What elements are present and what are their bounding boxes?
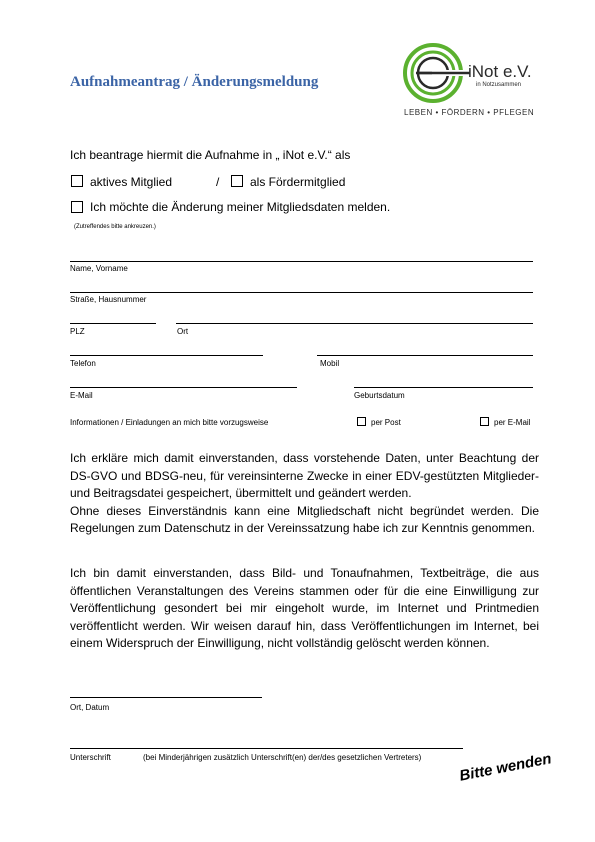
- mobile-field[interactable]: [317, 355, 533, 356]
- option-separator: /: [216, 175, 220, 189]
- data-consent: [70, 450, 539, 538]
- mobile-label: Mobil: [320, 359, 340, 368]
- active-member-checkbox[interactable]: [71, 175, 83, 187]
- by-post-label: per Post: [371, 418, 401, 427]
- by-email-checkbox[interactable]: [480, 417, 489, 426]
- place-date-label: Ort, Datum: [70, 703, 110, 712]
- logo-name: iNot e.V.: [468, 62, 532, 81]
- support-member-label: als Fördermitglied: [250, 175, 346, 189]
- change-data-label: Ich möchte die Änderung meiner Mitgliedsdaten melden.: [90, 200, 391, 214]
- consent-paragraph-2: Ohne dieses Einverständnis kann eine Mitgliedschaft nicht begründet werden. Die Regelungen zum Datenschutz in der Vereinssatzung habe ich zur Kenntnis genommen.: [70, 503, 539, 535]
- media-consent: [70, 565, 539, 653]
- turn-over-note: Bitte wenden: [458, 750, 553, 785]
- phone-field[interactable]: [70, 355, 263, 356]
- birthdate-field[interactable]: [354, 387, 533, 388]
- support-member-checkbox[interactable]: [231, 175, 243, 187]
- birthdate-label: Geburtsdatum: [354, 391, 405, 400]
- tick-note: (Zutreffendes bitte ankreuzen.): [74, 224, 156, 230]
- street-label: Straße, Hausnummer: [70, 295, 147, 304]
- name-field[interactable]: [70, 261, 533, 262]
- logo-tagline: LEBEN • FÖRDERN • PFLEGEN: [404, 108, 535, 117]
- city-field[interactable]: [176, 323, 533, 324]
- email-label: E-Mail: [70, 391, 93, 400]
- zip-field[interactable]: [70, 323, 156, 324]
- page-title: Aufnahmeantrag / Änderungsmeldung: [70, 74, 319, 90]
- place-date-field[interactable]: [70, 697, 262, 698]
- change-data-checkbox[interactable]: [71, 201, 83, 213]
- logo-subline: in Notzusammen: [476, 82, 522, 88]
- application-intro: Ich beantrage hiermit die Aufnahme in „ iNot e.V.“ als: [70, 148, 351, 162]
- active-member-label: aktives Mitglied: [90, 175, 173, 189]
- phone-label: Telefon: [70, 359, 96, 368]
- city-label: Ort: [177, 327, 189, 336]
- logo: [402, 42, 542, 122]
- signature-label: Unterschrift: [70, 753, 111, 762]
- minors-note: (bei Minderjährigen zusätzlich Unterschrift(en) der/des gesetzlichen Vertreters): [143, 753, 422, 762]
- by-email-label: per E-Mail: [494, 418, 531, 427]
- by-post-checkbox[interactable]: [357, 417, 366, 426]
- consent-paragraph-3: Ich bin damit einverstanden, dass Bild- und Tonaufnahmen, Textbeiträge, die aus öffentlichen Veranstaltungen des Vereins stammen oder für die eine Einwilligung zur Veröffentlichung gesondert bei mir eingeholt wurde, im Internet und Printmedien veröffentlicht werden. Wir weisen darauf hin, dass Veröffentlichungen im Internet, bei einem Widerspruch der Einwilligung, nicht vollständig gelöscht werden können.: [70, 566, 539, 650]
- signature-field[interactable]: [70, 748, 463, 749]
- zip-label: PLZ: [70, 327, 85, 336]
- email-field[interactable]: [70, 387, 297, 388]
- consent-paragraph-1: Ich erkläre mich damit einverstanden, dass vorstehende Daten, unter Beachtung der DS-GVO und BDSG-neu, für vereinsinterne Zwecke in einer EDV-gestützten Mitglieder- und Beitragsdatei gespeichert, übermittelt und geändert werden.: [70, 451, 539, 500]
- info-preference-label: Informationen / Einladungen an mich bitte vorzugsweise: [70, 418, 269, 427]
- name-label: Name, Vorname: [70, 264, 128, 273]
- street-field[interactable]: [70, 292, 533, 293]
